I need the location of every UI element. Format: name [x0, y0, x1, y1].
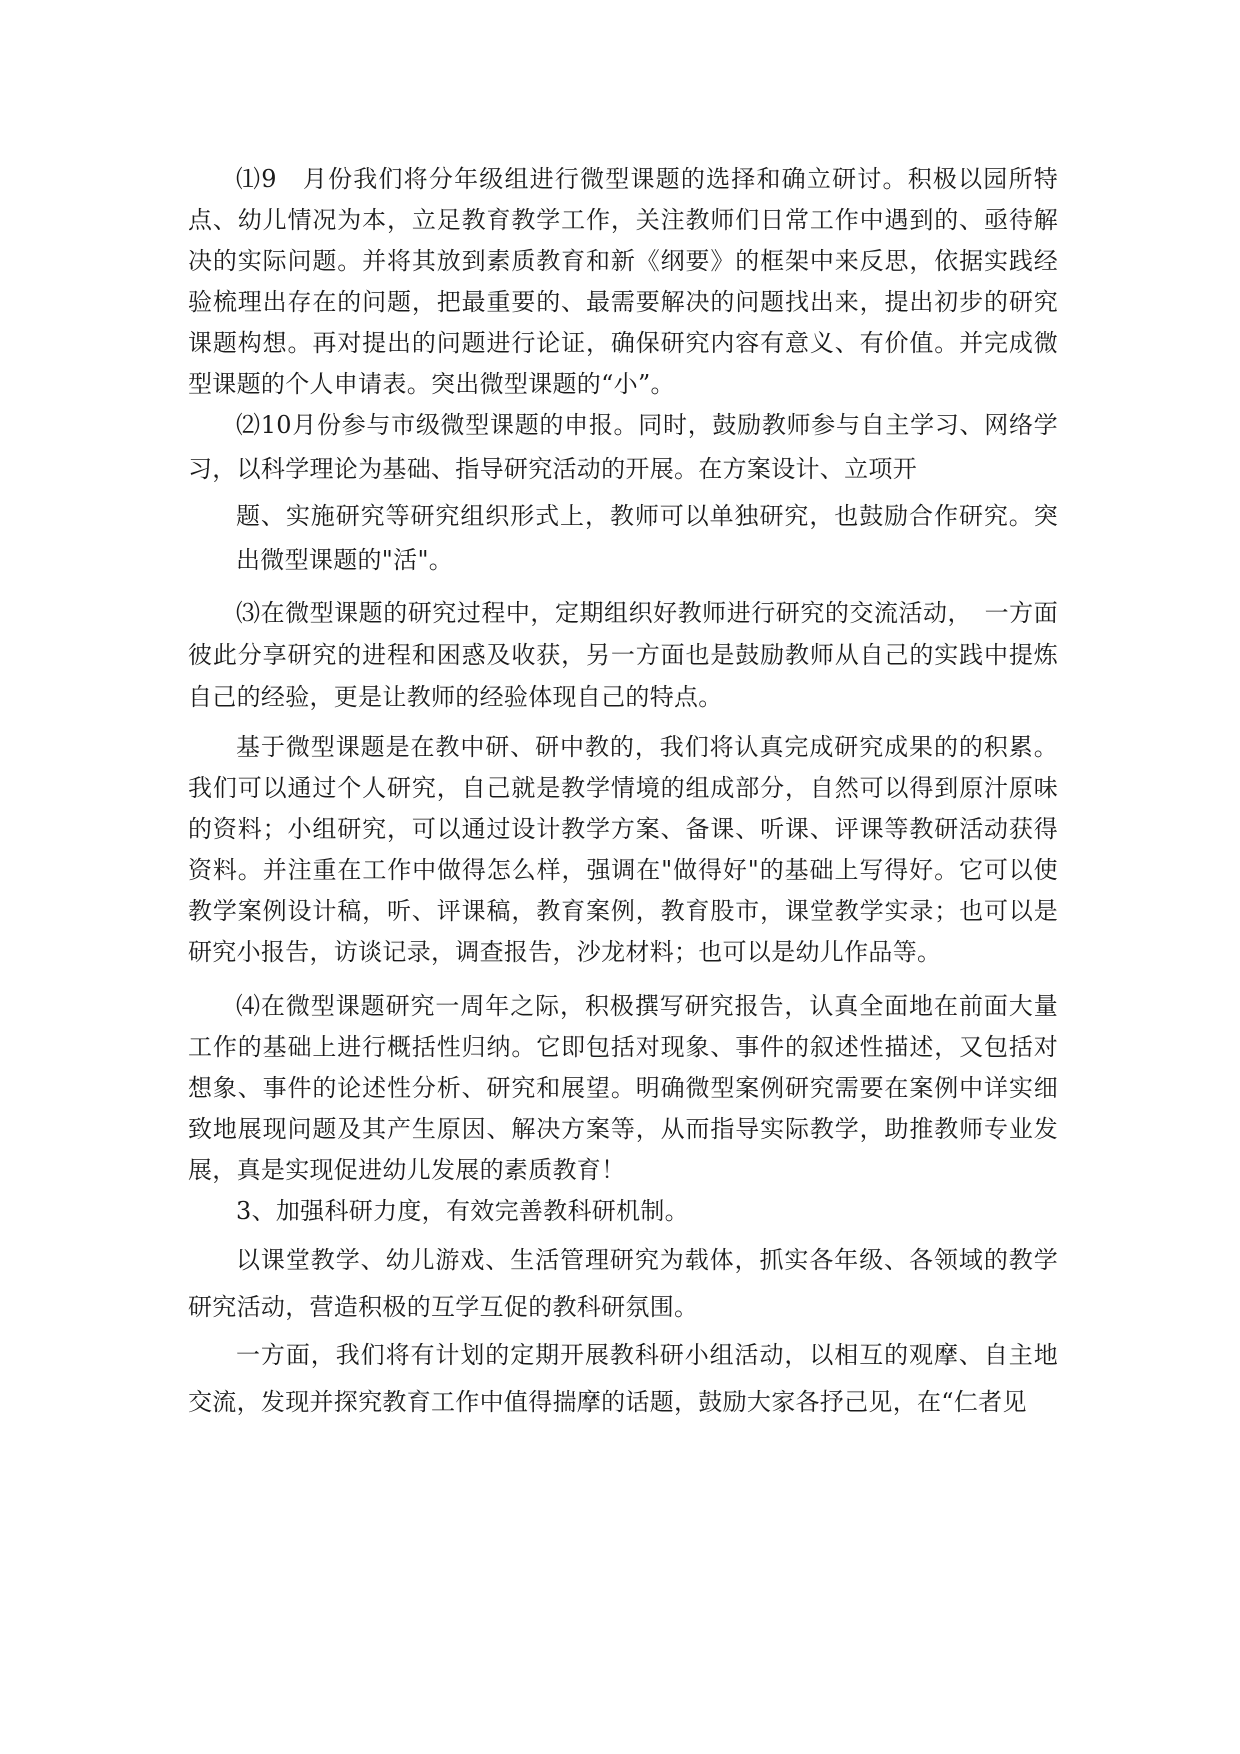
paragraph-4: ⑶在微型课题的研究过程中，定期组织好教师进行研究的交流活动， 一方面彼此分享研究的进程和困惑及收获，另一方面也是鼓励教师从自己的实践中提炼自己的经验，更是让教师的经验体现自己的特点。 — [188, 599, 1058, 711]
paragraph-1: ⑴9 月份我们将分年级组进行微型课题的选择和确立研讨。积极以园所特点、幼儿情况为本，立足教育教学工作，关注教师们日常工作中遇到的、亟待解决的实际问题。并将其放到素质教育和新《纲要》的框架中来反思，依据实践经验梳理出存在的问题，把最重要的、最需要解决的问题找出来，提出初步的研究课题构想。再对提出的问题进行论证，确保研究内容有意义、有价值。并完成微型课题的个人申请表。突出微型课题的“小”。 — [188, 165, 1058, 398]
paragraph-6: ⑷在微型课题研究一周年之际，积极撰写研究报告，认真全面地在前面大量工作的基础上进行概括性归纳。它即包括对现象、事件的叙述性描述，又包括对想象、事件的论述性分析、研究和展望。明确微型案例研究需要在案例中详实细致地展现问题及其产生原因、解决方案等，从而指导实际教学，助推教师专业发展，真是实现促进幼儿发展的素质教育！ — [188, 992, 1058, 1184]
paragraph-2: ⑵10月份参与市级微型课题的申报。同时，鼓励教师参与自主学习、网络学习，以科学理论为基础、指导研究活动的开展。在方案设计、立项开 — [188, 411, 1058, 483]
paragraph-8: 一方面，我们将有计划的定期开展教科研小组活动，以相互的观摩、自主地交流，发现并探究教育工作中值得揣摩的话题，鼓励大家各抒己见，在“仁者见 — [188, 1341, 1058, 1416]
paragraph-3: 题、实施研究等研究组织形式上，教师可以单独研究，也鼓励合作研究。突出微型课题的"活"。 — [236, 502, 1058, 574]
paragraph-7: 以课堂教学、幼儿游戏、生活管理研究为载体，抓实各年级、各领域的教学研究活动，营造积极的互学互促的教科研氛围。 — [188, 1246, 1058, 1321]
paragraph-5: 基于微型课题是在教中研、研中教的，我们将认真完成研究成果的的积累。我们可以通过个人研究，自己就是教学情境的组成部分，自然可以得到原汁原味的资料；小组研究，可以通过设计教学方案、备课、听课、评课等教研活动获得资料。并注重在工作中做得怎么样，强调在"做得好"的基础上写得好。它可以使教学案例设计稿，听、评课稿，教育案例，教育股市，课堂教学实录；也可以是研究小报告，访谈记录，调查报告，沙龙材料；也可以是幼儿作品等。 — [188, 733, 1058, 966]
section-heading-3: 3、加强科研力度，有效完善教科研机制。 — [236, 1197, 689, 1225]
